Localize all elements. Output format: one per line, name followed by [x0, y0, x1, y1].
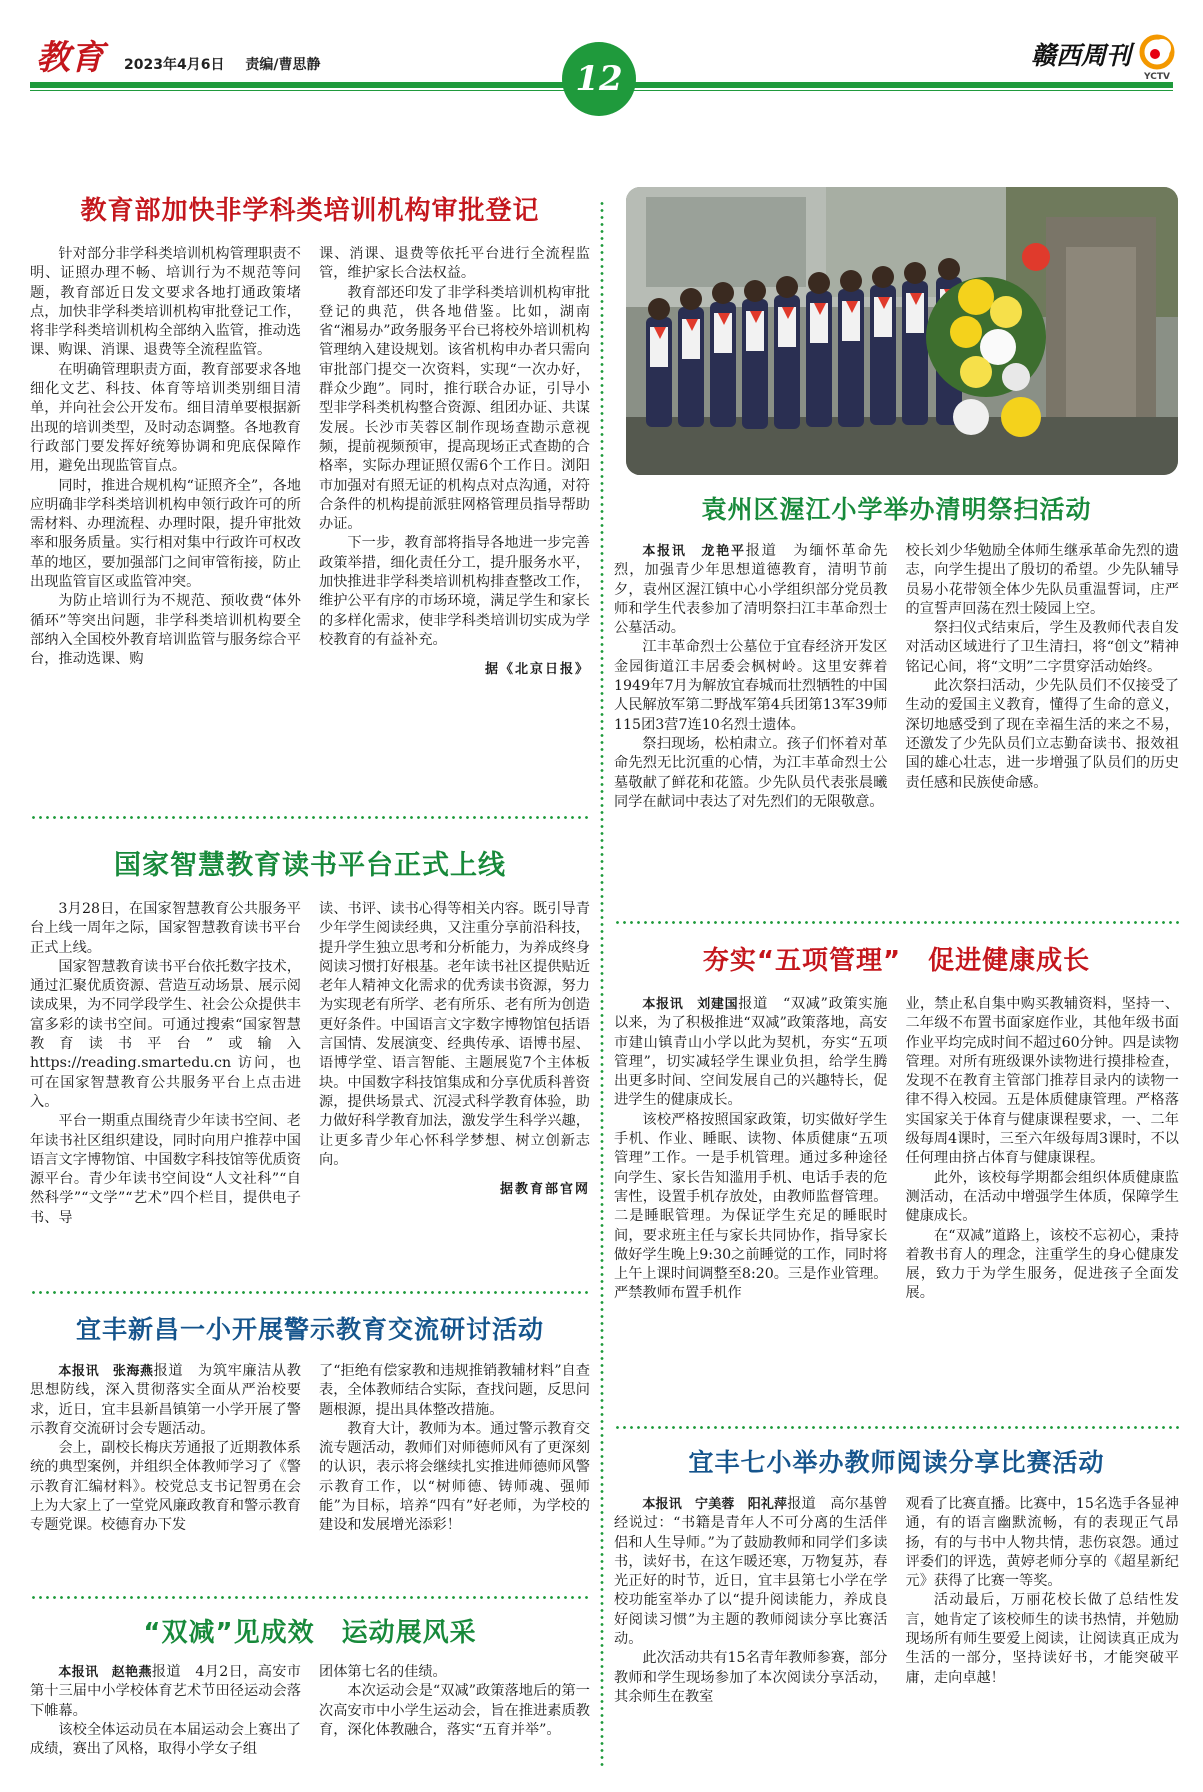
article-column-2	[319, 1663, 590, 1759]
article-headline: “双减”见成效 运动展风采	[143, 1618, 477, 1648]
paragraph: 教育大计，教师为本。通过警示教育交流专题活动，教师们对师德师风有了更深刻的认识，表示将会继续扎实推进师德师风警示教育工作，以“树师德、铸师魂、强师能”为目标，培养“四有”好老师，为学校的建设和发展增光添彩！	[319, 1420, 590, 1534]
paragraph: 业，禁止私自集中购买教辅资料，坚持一、二年级不布置书面家庭作业，其他年级书面作业平均完成时间不超过60分钟。四是读物管理。对所有班级课外读物进行摸排检查，发现不在教育主管部门推荐目录内的读物一律不得入校园。五是体质健康管理。严格落实国家关于体育与健康课程要求，一、二年级每周4课时，三至六年级每周3课时，不以任何理由挤占体育与健康课程。	[905, 996, 1179, 1167]
article-column-1	[30, 1663, 301, 1759]
paragraph-text: 报道 为筑牢廉洁从教思想防线，深入贯彻落实全面从严治校要求，近日，宜丰县新昌镇第一小学开展了警示教育交流研讨会专题活动。	[30, 1363, 301, 1437]
article-column-2	[319, 1362, 590, 1536]
article-reading-contest	[614, 1443, 1179, 1707]
paragraph	[614, 995, 888, 1111]
paragraph: 观看了比赛直播。比赛中，15名选手各显神通，有的语言幽默流畅，有的表现正气昂扬，有的与书中人物共情，悲伤哀怨。通过评委们的评选，黄婷老师分享的《超星新纪元》获得了比赛一等奖。	[905, 1496, 1179, 1590]
article-sports-meet	[30, 1612, 590, 1759]
article-source: 据教育部官网	[499, 1182, 590, 1198]
page-number-badge	[562, 42, 636, 116]
divider-a2	[30, 1290, 590, 1295]
paragraph	[30, 1362, 301, 1439]
paragraph: 3月28日，在国家智慧教育公共服务平台上线一周年之际，国家智慧教育读书平台正式上线。	[30, 901, 301, 956]
masthead	[0, 0, 1203, 110]
article-training-registration	[30, 190, 590, 677]
paragraph: 下一步，教育部将指导各地进一步完善政策举措，细化责任分工，提升服务水平，加快推进非学科类培训机构排查整改工作，维护公平有序的市场环境，满足学生和家长的多样化需求，使非学科类培训切实成为学校教育的有益补充。	[319, 535, 590, 648]
students-memorial-image	[626, 187, 1178, 475]
article-headline: 教育部加快非学科类培训机构审批登记	[80, 196, 540, 226]
column-divider	[599, 200, 605, 1770]
article-column-1	[30, 245, 301, 677]
qingming-photo	[626, 187, 1178, 475]
article-headline: 宜丰新昌一小开展警示教育交流研讨活动	[75, 1315, 544, 1344]
article-headline: 袁州区渥江小学举办清明祭扫活动	[701, 495, 1092, 524]
paragraph	[30, 1663, 301, 1721]
article-column-1	[614, 995, 888, 1304]
article-reading-platform	[30, 843, 590, 1228]
paragraph: 在明确管理职责方面，教育部要求各地细化文艺、科技、体育等培训类别细目清单，并向社会公开发布。细目清单要根据新出现的培训类型，及时动态调整。各地教育行政部门要发挥好统筹协调和兜底保障作用，避免出现监管盲点。	[30, 361, 301, 475]
editor-credit: 责编/曹思静	[245, 57, 321, 73]
paper-name: 赣西周刊	[1030, 41, 1131, 70]
paragraph: 此外，该校每学期都会组织体质健康监测活动，在活动中增强学生体质，保障学生健康成长。	[905, 1169, 1179, 1225]
paragraph: 了“拒绝有偿家教和违规推销教辅材料”自查表，全体教师结合实际，查找问题，反思问题根源，提出具体整改措施。	[319, 1363, 590, 1418]
paragraph: 此次祭扫活动，少先队员们不仅接受了生动的爱国主义教育，懂得了生命的意义，深切地感受到了现在幸福生活的来之不易，还激发了少先队员们立志勤奋读书、报效祖国的雄心壮志，进一步增强了队员们的历史责任感和民族使命感。	[905, 678, 1179, 791]
divider-a1	[30, 815, 590, 820]
article-headline: 国家智慧教育读书平台正式上线	[114, 850, 506, 881]
paragraph	[614, 1495, 888, 1649]
article-headline: 宜丰七小举办教师阅读分享比赛活动	[688, 1448, 1105, 1477]
paragraph: 祭扫仪式结束后，学生及教师代表自发对活动区域进行了卫生清扫，将“创文”精神铭记心间，将“文明”二字贯穿活动始终。	[905, 620, 1179, 675]
paragraph: 团体第七名的佳绩。	[319, 1664, 447, 1680]
article-byline: 本报讯 宁美蓉 阳礼萍	[642, 1497, 788, 1512]
divider-a6	[614, 1425, 1179, 1430]
article-byline: 本报讯 刘建国	[642, 997, 739, 1012]
issue-meta	[124, 54, 336, 74]
paragraph: 读、书评、读书心得等相关内容。既引导青少年学生阅读经典，又注重分享前沿科技，提升学生独立思考和分析能力，为养成终身阅读习惯打好根基。老年读书社区提供贴近老年人精神文化需求的优秀读书资源，努力为实现老有所学、老有所乐、老有所为创造更好条件。中国语言文字数字博物馆包括语言国情、发展演变、经典传承、语博书屋、语博学堂、语言智能、主题展览7个主体板块。中国数字科技馆集成和分享优质科普资源，提供场景式、沉浸式科学教育体验，助力做好科学教育加法，激发学生科学兴趣，让更多青少年心怀科学梦想、树立创新志向。	[319, 901, 590, 1168]
article-warning-education	[30, 1310, 590, 1536]
paragraph: 教育部还印发了非学科类培训机构审批登记的典范，供各地借鉴。比如，湖南省“湘易办”政务服务平台已将校外培训机构管理纳入建设规划。该省机构申办者只需向审批部门提交一次资料，实现“一次办好，群众少跑”。同时，推行联合办证，引导小型非学科类机构整合资源、组团办证、共谋发展。长沙市芙蓉区制作现场查勘示意视频，提前视频预审，提高现场正式查勘的合格率，实际办理证照仅需6个工作日。浏阳市加强对有照无证的机构点对点沟通，对符合条件的机构提前派驻网格管理员指导帮助办证。	[319, 284, 590, 533]
article-five-management	[614, 940, 1179, 1304]
paragraph: 江丰革命烈士公墓位于宜春经济开发区金园街道江丰居委会枫树岭。这里安葬着1949年7月为解放宜春城而壮烈牺牲的中国人民解放军第二野战军第4兵团第13军39师115团3营7连10名烈士遗体。	[614, 639, 888, 733]
paragraph: 针对部分非学科类培训机构管理职责不明、证照办理不畅、培训行为不规范等问题，教育部近日发文要求各地打通政策堵点，加快非学科类培训机构审批登记工作，将非学科类培训机构全部纳入监管，推动选课、购课、消课、退费等全流程监管。	[30, 246, 301, 359]
article-byline: 本报讯 张海燕	[58, 1364, 154, 1379]
article-column-1	[614, 1495, 888, 1707]
paragraph	[614, 542, 888, 638]
article-source: 据《北京日报》	[484, 662, 590, 678]
paragraph: 校长刘少华勉励全体师生继承革命先烈的遗志，向学生提出了殷切的希望。少先队辅导员易小花带领全体少先队员重温誓词，庄严的宣誓声回荡在烈士陵园上空。	[905, 543, 1179, 617]
article-column-2	[319, 900, 590, 1228]
paragraph: 为防止培训行为不规范、预收费“体外循环”等突出问题，非学科类培训机构要全部纳入全国校外教育培训监管与服务综合平台，推动选课、购	[30, 593, 301, 668]
issue-date: 2023年4月6日	[124, 57, 225, 73]
page-number: 12	[575, 59, 623, 99]
paragraph: 在“双减”道路上，该校不忘初心，秉持着教书育人的理念，注重学生的身心健康发展，致力于为学生服务，促进孩子全面发展。	[905, 1227, 1179, 1302]
paragraph-text: 报道 为缅怀革命先烈，加强青少年思想道德教育，清明节前夕，袁州区渥江镇中心小学组织部分党员教师和学生代表参加了清明祭扫江丰革命烈士公墓活动。	[614, 543, 888, 637]
article-qingming	[614, 490, 1179, 812]
divider-a3	[30, 1595, 590, 1600]
paragraph: 该校全体运动员在本届运动会上赛出了成绩，赛出了风格，取得小学女子组	[30, 1721, 301, 1758]
paragraph: 活动最后，万丽花校长做了总结性发言，她肯定了该校师生的读书热情，并勉励现场所有师生要爱上阅读，让阅读真正成为生活的一部分，坚持读好书，才能突破平庸，走向卓越！	[905, 1592, 1179, 1686]
article-byline: 本报讯 龙艳平	[642, 544, 746, 559]
paragraph-text: 报道 高尔基曾经说过：“书籍是青年人不可分离的生活伴侣和人生导师。”为了鼓励教师和同学们多读书，读好书，在这乍暖还寒，万物复苏，春光正好的时节，近日，宜丰县第七小学在学校功能室举办了以“提升阅读能力，养成良好阅读习惯”为主题的教师阅读分享比赛活动。	[614, 1496, 888, 1648]
article-headline: 夯实“五项管理” 促进健康成长	[702, 946, 1091, 976]
article-column-1	[30, 1362, 301, 1536]
article-column-2	[319, 245, 590, 677]
logo-text: YCTV	[1144, 72, 1170, 82]
paragraph: 同时，推进合规机构“证照齐全”，各地应明确非学科类培训机构申领行政许可的所需材料、办理流程、办理时限，提升审批效率和服务质量。实行相对集中行政许可权改革的地区，要加强部门之间审管衔接，防止出现监管盲区或监管冲突。	[30, 477, 301, 591]
yctv-logo-icon	[1137, 32, 1177, 76]
paragraph-text: 报道 4月2日，高安市第十三届中小学校体育艺术节田径运动会落下帷幕。	[30, 1664, 301, 1719]
article-column-2	[906, 542, 1180, 812]
article-column-2	[906, 995, 1180, 1304]
paragraph: 祭扫现场，松柏肃立。孩子们怀着对革命先烈无比沉重的心情，为江丰革命烈士公墓敬献了鲜花和花篮。少先队员代表张晨曦同学在献词中表达了对先烈们的无限敬意。	[614, 735, 888, 810]
masthead-left	[36, 30, 336, 79]
article-column-1	[30, 900, 301, 1228]
paragraph: 会上，副校长梅庆芳通报了近期教体系统的典型案例，并组织全体教师学习了《警示教育汇编材料》。校党总支书记智勇在会上为大家上了一堂党风廉政教育和警示教育专题党课。校德育办下发	[30, 1440, 301, 1534]
paragraph: 该校严格按照国家政策，切实做好学生手机、作业、睡眠、读物、体质健康“五项管理”工作。一是手机管理。通过多种途径向学生、家长告知滥用手机、电话手表的危害性，设置手机存放处，由教师监督管理。二是睡眠管理。为保证学生充足的睡眠时间，要求班主任与家长共同协作，指导家长做好学生晚上9:30之前睡觉的工作，同时将上午上课时间调整至8:20。三是作业管理。严禁教师布置手机作	[614, 1111, 888, 1302]
paragraph: 此次活动共有15名青年教师参赛，部分教师和学生现场参加了本次阅读分享活动，其余师生在教室	[614, 1650, 888, 1705]
article-column-1	[614, 542, 888, 812]
paragraph: 国家智慧教育读书平台依托数字技术，通过汇聚优质资源、营造互动场景、展示阅读成果，为不同学段学生、社会公众提供丰富多彩的读书空间。可通过搜索“国家智慧教育读书平台”或输入 https://reading.smartedu.cn 访问，也可在国家智慧教育公共服务平台上点击进入。	[30, 958, 301, 1110]
divider-a5	[614, 920, 1179, 925]
article-byline: 本报讯 赵艳燕	[58, 1665, 152, 1680]
paragraph: 课、消课、退费等依托平台进行全流程监管，维护家长合法权益。	[319, 246, 590, 282]
paragraph: 本次运动会是“双减”政策落地后的第一次高安市中小学生运动会，旨在推进素质教育，深化体教融合，落实“五育并举”。	[319, 1683, 590, 1738]
paragraph-text: 报道 “双减”政策实施以来，为了积极推进“双减”政策落地，高安市建山镇青山小学以此为契机，夯实“五项管理”，切实减轻学生课业负担，给学生腾出更多时间、空间发展自己的兴趣特长，促进学生的健康成长。	[614, 996, 888, 1109]
section-title: 教育	[36, 38, 104, 78]
paragraph: 平台一期重点围绕青少年读书空间、老年读书社区组织建设，同时向用户推荐中国语言文字博物馆、中国数字科技馆等优质资源平台。青少年读书空间设“人文社科”“自然科学”“文学”“艺术”四个栏目，提供电子书、导	[30, 1113, 301, 1226]
article-column-2	[906, 1495, 1180, 1707]
